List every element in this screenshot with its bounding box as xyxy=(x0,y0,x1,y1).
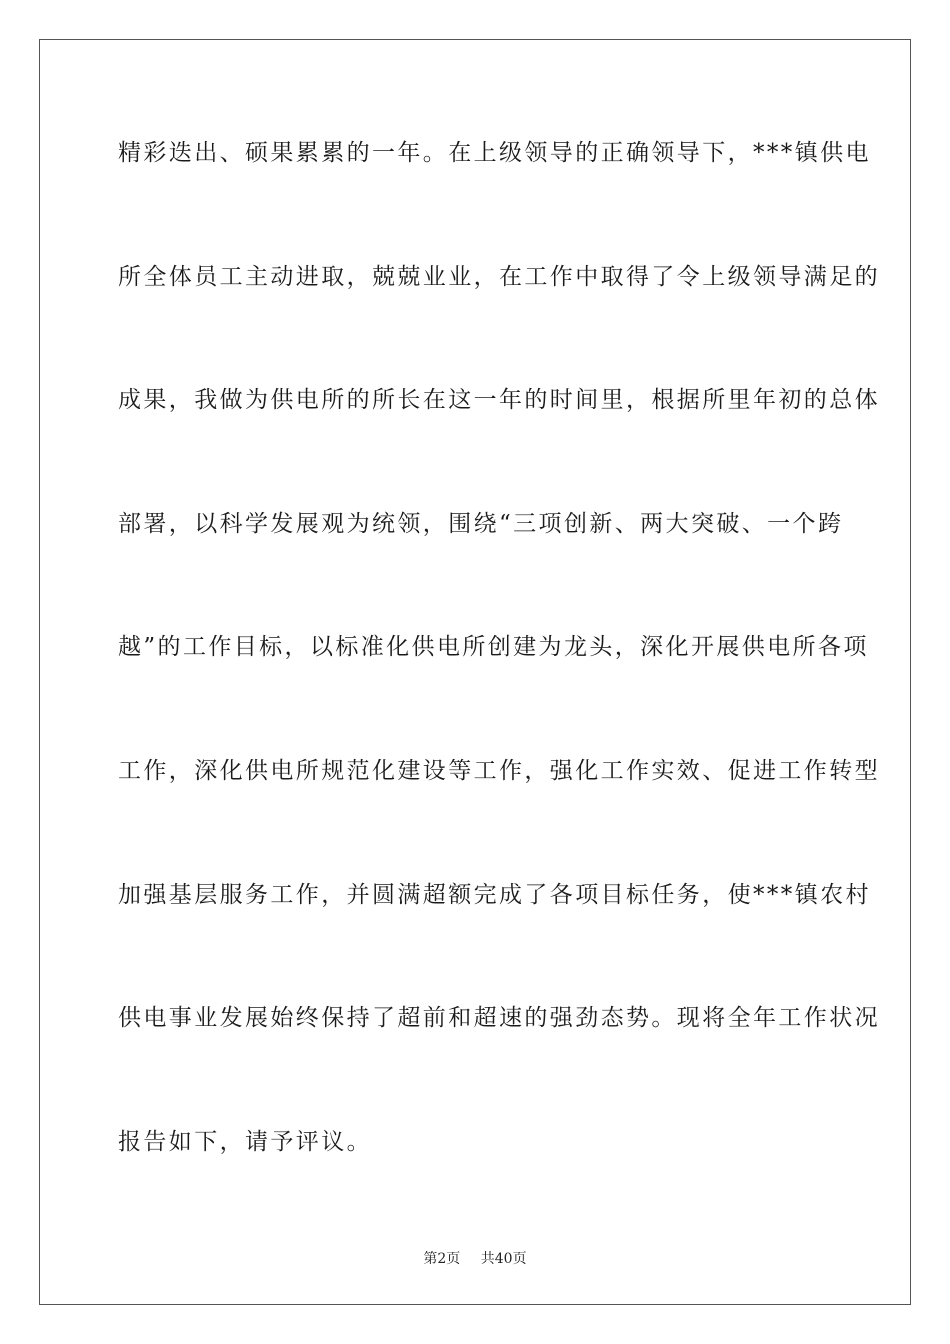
text-line: 成果，我做为供电所的所长在这一年的时间里，根据所里年初的总体 xyxy=(118,387,880,414)
page-footer xyxy=(0,1248,950,1268)
text-line: 精彩迭出、硕果累累的一年。在上级领导的正确领导下，***镇供电 xyxy=(118,140,871,166)
text-line: 供电事业发展始终保持了超前和超速的强劲态势。现将全年工作状况 xyxy=(118,1005,880,1032)
text-line: 部署，以科学发展观为统领，围绕“三项创新、两大突破、一个跨 xyxy=(118,510,844,537)
text-line: 越”的工作目标，以标准化供电所创建为龙头，深化开展供电所各项 xyxy=(118,634,869,661)
text-line: 加强基层服务工作，并圆满超额完成了各项目标任务，使***镇农村 xyxy=(118,881,871,908)
document-body xyxy=(118,125,880,1237)
total-pages: 共40页 xyxy=(480,1251,527,1267)
text-line: 工作，深化供电所规范化建设等工作，强化工作实效、促进工作转型 xyxy=(118,757,880,784)
text-line: 所全体员工主动进取，兢兢业业，在工作中取得了令上级领导满足的 xyxy=(118,263,880,290)
page-number: 第2页 xyxy=(423,1251,461,1267)
text-line: 报告如下，请予评议。 xyxy=(118,1128,372,1155)
